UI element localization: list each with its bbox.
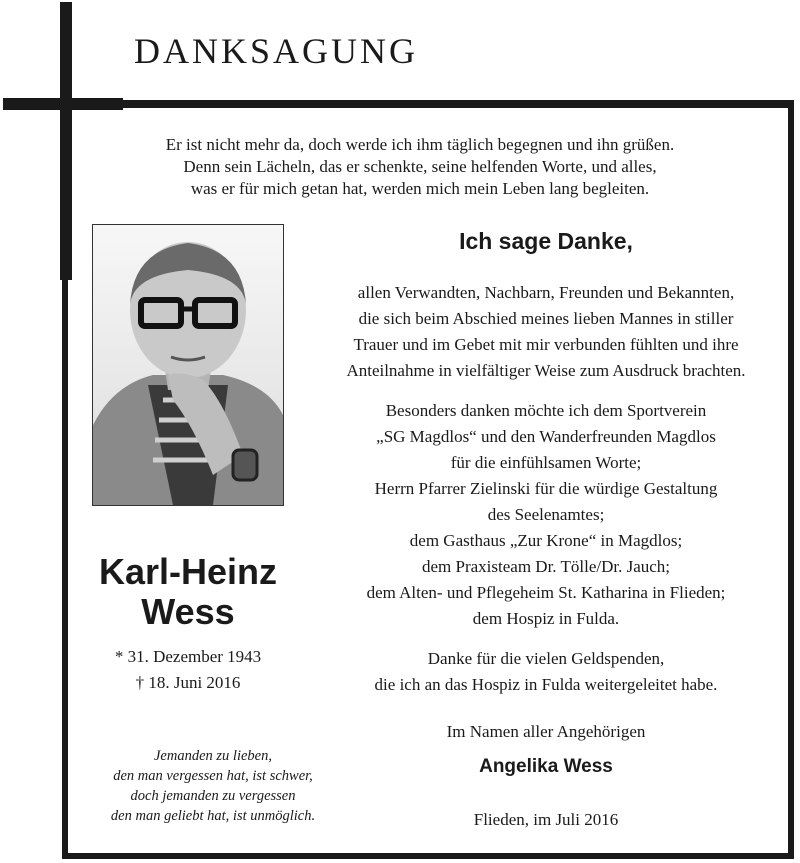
thanks-paragraph-2 bbox=[330, 398, 762, 632]
text-line: allen Verwandten, Nachbarn, Freunden und Bekannten, bbox=[357, 283, 735, 302]
text-line: Herrn Pfarrer Zielinski für die würdige Gestaltung bbox=[374, 479, 718, 498]
text-line: Danke für die vielen Geldspenden, bbox=[427, 649, 665, 668]
deceased-name bbox=[78, 552, 298, 632]
signature-name: Angelika Wess bbox=[479, 756, 613, 777]
thanks-section bbox=[330, 226, 762, 712]
text-line: dem Gasthaus „Zur Krone“ in Magdlos; bbox=[409, 531, 683, 550]
text-line: dem Hospiz in Fulda. bbox=[472, 609, 620, 628]
text-line: dem Alten- und Pflegeheim St. Katharina in Flieden; bbox=[366, 583, 726, 602]
intro-line: Denn sein Lächeln, das er schenkte, seine helfenden Worte, und alles, bbox=[183, 157, 657, 176]
name-last: Wess bbox=[141, 591, 235, 632]
text-line: des Seelenamtes; bbox=[487, 505, 605, 524]
page-title: DANKSAGUNG bbox=[134, 31, 419, 71]
cross-icon-horizontal bbox=[3, 98, 123, 110]
thanks-heading: Ich sage Danke, bbox=[459, 228, 633, 254]
text-line: „SG Magdlos“ und den Wanderfreunden Magdlos bbox=[376, 427, 716, 446]
quote-line: Jemanden zu lieben, bbox=[154, 748, 272, 764]
place-date: Flieden, im Juli 2016 bbox=[473, 810, 619, 829]
text-line: Trauer und im Gebet mit mir verbunden fühlten und ihre bbox=[353, 335, 739, 354]
cross-icon-vertical bbox=[60, 2, 72, 280]
text-line: für die einfühlsamen Worte; bbox=[450, 453, 642, 472]
text-line: die ich an das Hospiz in Fulda weitergeleitet habe. bbox=[374, 675, 718, 694]
birth-date: * 31. Dezember 1943 bbox=[114, 647, 262, 666]
quote-line: den man geliebt hat, ist unmöglich. bbox=[110, 808, 316, 824]
intro-verse bbox=[110, 134, 730, 200]
quote-line: doch jemanden zu vergessen bbox=[130, 788, 296, 804]
intro-line: Er ist nicht mehr da, doch werde ich ihm täglich begegnen und ihn grüßen. bbox=[165, 135, 675, 154]
quote-line: den man vergessen hat, ist schwer, bbox=[113, 768, 313, 784]
memorial-quote bbox=[78, 746, 348, 826]
name-first: Karl-Heinz bbox=[98, 551, 278, 592]
thanks-paragraph-3 bbox=[330, 646, 762, 698]
text-line: Anteilnahme in vielfältiger Weise zum Ausdruck brachten. bbox=[346, 361, 746, 380]
signature-label: Im Namen aller Angehörigen bbox=[446, 722, 646, 741]
death-date: † 18. Juni 2016 bbox=[135, 673, 241, 692]
portrait-photo bbox=[92, 224, 284, 506]
text-line: die sich beim Abschied meines lieben Mannes in stiller bbox=[358, 309, 734, 328]
thanks-paragraph-1 bbox=[330, 280, 762, 384]
text-line: dem Praxisteam Dr. Tölle/Dr. Jauch; bbox=[421, 557, 671, 576]
life-dates bbox=[78, 644, 298, 696]
text-line: Besonders danken möchte ich dem Sportverein bbox=[385, 401, 707, 420]
intro-line: was er für mich getan hat, werden mich mein Leben lang begleiten. bbox=[190, 179, 650, 198]
